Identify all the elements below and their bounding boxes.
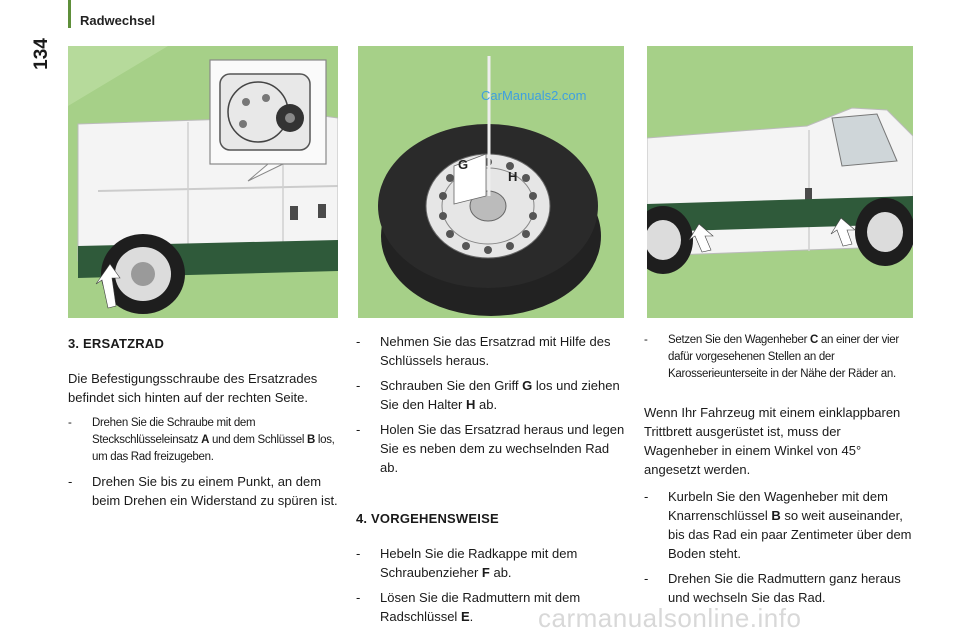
- text-column-1: [68, 332, 340, 516]
- van-rear-illustration: [68, 46, 338, 318]
- section-accent-bar: [68, 0, 71, 28]
- list-item: - Kurbeln Sie den Wagenheber mit dem Knarrenschlüssel B so weit auseinander, bis das Rad ein paar Zentimeter über dem Boden steht.: [644, 489, 912, 561]
- van-side-illustration: [647, 46, 913, 318]
- trittbrett-paragraph: Wenn Ihr Fahrzeug mit einem einklappbaren Trittbrett ausgerüstet ist, muss der Wagenheber in einem Winkel von 45° angesetzt werden.: [644, 405, 901, 477]
- list-item: - Hebeln Sie die Radkappe mit dem Schraubenzieher F ab.: [356, 546, 578, 580]
- illustration-spare-wheel: [358, 46, 624, 318]
- list-item: - Setzen Sie den Wagenheber C an einer der vier dafür vorgesehenen Stellen an der Karosserieunterseite in der Nähe der Räder an.: [644, 334, 899, 380]
- list-item: - Nehmen Sie das Ersatzrad mit Hilfe des Schlüssels heraus.: [356, 334, 611, 368]
- spare-wheel-illustration: [358, 46, 624, 318]
- section-title: Radwechsel: [80, 13, 156, 28]
- list-item: - Drehen Sie bis zu einem Punkt, an dem beim Drehen ein Widerstand zu spüren ist.: [68, 474, 338, 508]
- list-item: - Holen Sie das Ersatzrad heraus und legen Sie es neben dem zu wechselnden Rad ab.: [356, 422, 625, 475]
- list-item: - Drehen Sie die Schraube mit dem Steckschlüsseleinsatz A und dem Schlüssel B los, um das Rad freizugeben.: [68, 417, 335, 463]
- illustration-spare-wheel-bolt: [68, 46, 338, 318]
- spacer: [356, 483, 626, 507]
- callout-h-label: H: [508, 169, 518, 184]
- list-item: - Lösen Sie die Radmuttern mit dem Radschlüssel E.: [356, 590, 581, 624]
- heading-vorgehensweise: 4. VORGEHENSWEISE: [356, 511, 499, 526]
- watermark-text: CarManuals2.com: [481, 88, 587, 103]
- text-column-2: [356, 332, 626, 632]
- footer-watermark: carmanualsonline.info: [538, 603, 802, 633]
- heading-ersatzrad: 3. ERSATZRAD: [68, 336, 165, 351]
- spacer: [644, 389, 916, 403]
- text-column-3: [644, 332, 916, 613]
- intro-paragraph: Die Befestigungsschraube des Ersatzrades befindet sich hinten auf der rechten Seite.: [68, 371, 318, 405]
- illustration-jacking-points: [647, 46, 913, 318]
- page-number: 134: [31, 38, 52, 70]
- callout-g-label: G: [458, 157, 469, 172]
- list-item: - Drehen Sie die Radmuttern ganz heraus und wechseln Sie das Rad.: [644, 571, 901, 605]
- list-item: - Schrauben Sie den Griff G los und ziehen Sie den Halter H ab.: [356, 378, 620, 412]
